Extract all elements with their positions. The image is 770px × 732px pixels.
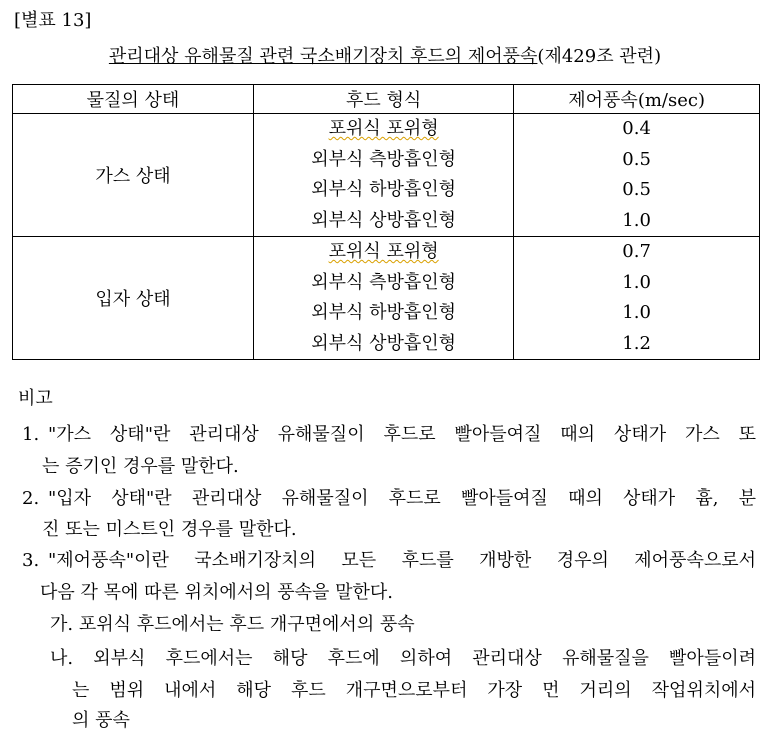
control-velocity-table <box>12 84 760 360</box>
note-2-line-1 <box>22 484 756 510</box>
title-suffix: (제429조 관련) <box>537 46 662 67</box>
hood-type: 포위식 포위형 <box>328 241 439 262</box>
sub-item-na-line-3: 의 풍속 <box>72 710 130 731</box>
note-2-text: "입자 상태"란 관리대상 유해물질이 후드로 빨아들여질 때의 상태가 흄, 분 <box>48 488 756 509</box>
speed-list-particle <box>514 237 760 360</box>
note-2-line-2: 진 또는 미스트인 경우를 말한다. <box>42 519 297 540</box>
sub-item-na-mark: 나. <box>50 648 74 669</box>
speed-value: 1.0 <box>622 209 651 231</box>
state-gas: 가스 상태 <box>13 114 254 237</box>
hood-type: 외부식 측방흡인형 <box>311 148 457 170</box>
hood-list-gas <box>254 114 514 237</box>
table-row-gas <box>13 114 760 237</box>
hood-type: 외부식 하방흡인형 <box>311 302 457 323</box>
speed-value: 0.7 <box>622 241 651 262</box>
sub-item-na-line-2: 는 범위 내에서 해당 후드 개구면으로부터 가장 먼 거리의 작업위치에서 <box>72 680 756 701</box>
note-3-line-1 <box>22 546 756 572</box>
header-speed: 제어풍속(m/sec) <box>514 85 760 114</box>
note-1-text: "가스 상태"란 관리대상 유해물질이 후드로 빨아들여질 때의 상태가 가스 또 <box>48 424 756 445</box>
speed-value: 1.0 <box>622 271 651 293</box>
hood-type: 외부식 측방흡인형 <box>311 271 457 293</box>
note-3-text: "제어풍속"이란 국소배기장치의 모든 후드를 개방한 경우의 제어풍속으로서 <box>48 550 756 571</box>
note-1-line-2: 는 증기인 경우를 말한다. <box>42 456 239 477</box>
note-1-number: 1. <box>22 424 40 445</box>
speed-value: 0.5 <box>622 148 651 170</box>
title-main: 관리대상 유해물질 관련 국소배기장치 후드의 제어풍속 <box>108 46 538 67</box>
speed-value: 0.5 <box>622 179 651 200</box>
note-1-line-1 <box>22 420 756 446</box>
hood-type: 외부식 하방흡인형 <box>311 179 457 200</box>
sub-item-na-line-1 <box>50 644 756 670</box>
speed-value: 0.4 <box>622 118 651 139</box>
table-row-particle <box>13 237 760 360</box>
sub-item-ga: 가. 포위식 후드에서는 후드 개구면에서의 풍속 <box>50 614 415 635</box>
hood-type: 포위식 포위형 <box>328 118 439 139</box>
header-hood: 후드 형식 <box>254 85 514 114</box>
speed-list-gas <box>514 114 760 237</box>
state-particle: 입자 상태 <box>13 237 254 360</box>
hood-type: 외부식 상방흡인형 <box>311 332 457 354</box>
page-title <box>0 42 770 68</box>
hood-type: 외부식 상방흡인형 <box>311 209 457 231</box>
remarks-heading: 비고 <box>18 388 53 409</box>
note-3-number: 3. <box>22 550 40 571</box>
note-2-number: 2. <box>22 488 40 509</box>
annex-label: [별표 13] <box>14 10 92 31</box>
table-header-row <box>13 85 760 114</box>
speed-value: 1.0 <box>622 302 651 323</box>
note-3-line-2: 다음 각 목에 따른 위치에서의 풍속을 말한다. <box>40 582 394 603</box>
hood-list-particle <box>254 237 514 360</box>
header-state: 물질의 상태 <box>13 85 254 114</box>
speed-value: 1.2 <box>622 332 651 354</box>
sub-item-na-text: 외부식 후드에서는 해당 후드에 의하여 관리대상 유해물질을 빨아들이려 <box>93 648 756 669</box>
